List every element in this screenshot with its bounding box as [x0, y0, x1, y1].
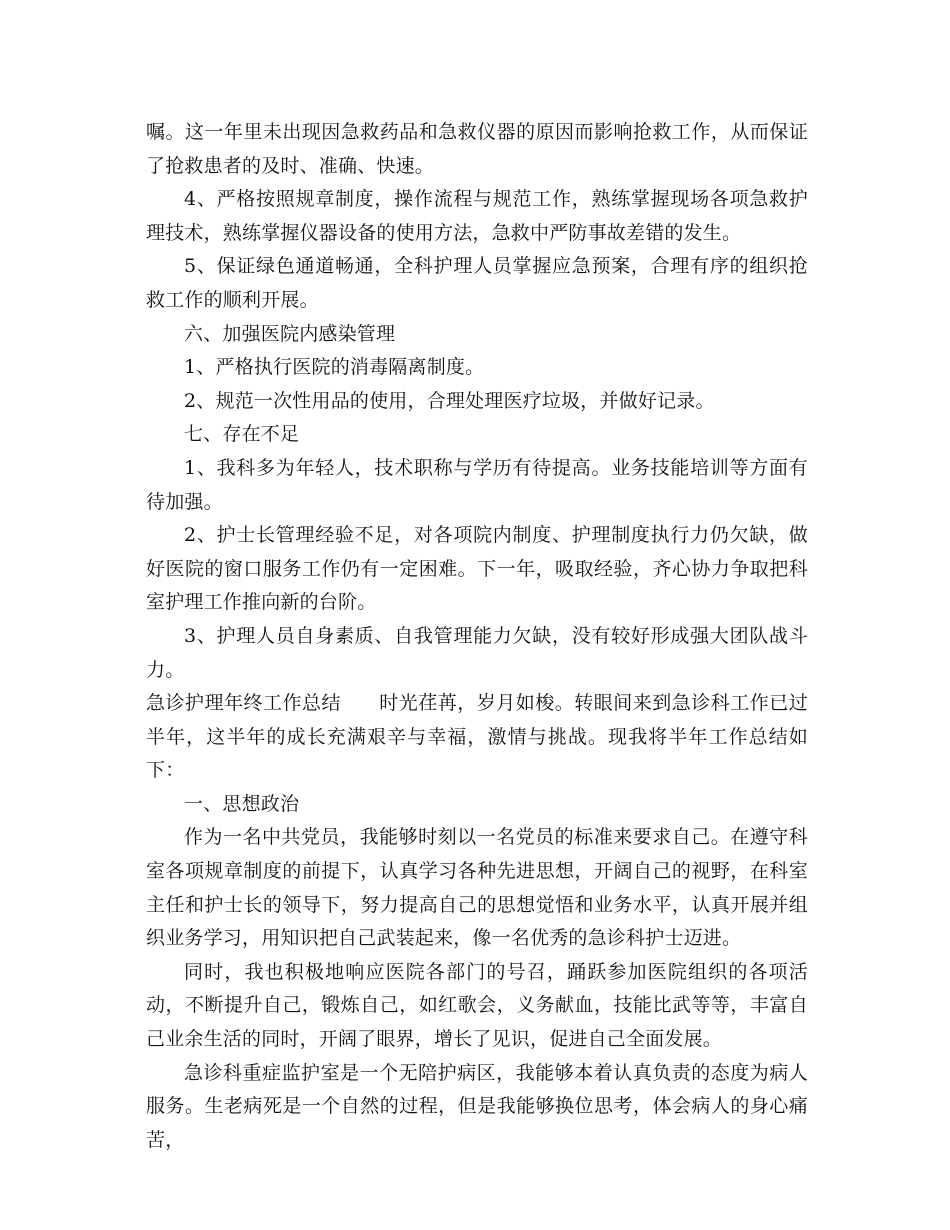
paragraph: 1、严格执行医院的消毒隔离制度。 — [184, 356, 485, 379]
paragraph: 2、规范一次性用品的使用，合理处理医疗垃圾，并做好记录。 — [184, 389, 715, 412]
section-heading: 七、存在不足 — [184, 423, 300, 446]
paragraph: 4、严格按照规章制度，操作流程与规范工作，熟练掌握现场各项急救护理技术，熟练掌握仪器设备的使用方法，急救中严防事故差错的发生。 — [146, 188, 808, 244]
document-page — [146, 116, 808, 1157]
inline-title: 急诊护理年终工作总结 — [146, 692, 341, 715]
paragraph: 1、我科多为年轻人，技术职称与学历有待提高。业务技能培训等方面有待加强。 — [146, 456, 808, 513]
paragraph: 2、护士长管理经验不足，对各项院内制度、护理制度执行力仍欠缺，做好医院的窗口服务工作仍有一定困难。下一年，吸取经验，齐心协力争取把科室护理工作推向新的台阶。 — [146, 524, 808, 614]
paragraph-with-inline-title — [146, 687, 808, 788]
section-heading: 一、思想政治 — [184, 792, 300, 815]
paragraph: 3、护理人员自身素质、自我管理能力欠缺，没有较好形成强大团队战斗力。 — [146, 624, 808, 681]
paragraph: 5、保证绿色通道畅通，全科护理人员掌握应急预案，合理有序的组织抢救工作的顺利开展。 — [146, 255, 808, 311]
paragraph: 嘱。这一年里未出现因急救药品和急救仪器的原因而影响抢救工作，从而保证了抢救患者的及时、准确、快速。 — [146, 121, 808, 177]
paragraph: 同时，我也积极地响应医院各部门的号召，踊跃参加医院组织的各项活动，不断提升自己，锻炼自己，如红歌会，义务献血，技能比武等等，丰富自己业余生活的同时，开阔了眼界，增长了见识，促进自己全面发展。 — [146, 960, 808, 1051]
section-heading: 六、加强医院内感染管理 — [184, 322, 396, 345]
paragraph: 急诊科重症监护室是一个无陪护病区，我能够本着认真负责的态度为病人服务。生老病死是一个自然的过程，但是我能够换位思考，体会病人的身心痛苦， — [146, 1061, 808, 1151]
paragraph: 作为一名中共党员，我能够时刻以一名党员的标准来要求自己。在遵守科室各项规章制度的前提下，认真学习各种先进思想，开阔自己的视野，在科室主任和护士长的领导下，努力提高自己的思想觉悟和业务水平，认真开展并组织业务学习，用知识把自己武装起来，像一名优秀的急诊科护士迈进。 — [146, 826, 808, 950]
paragraph-text: 时光荏苒，岁月如梭。转眼间来到急诊科工作已过半年，这半年的成长充满艰辛与幸福，激情与挑战。现我将半年工作总结如下： — [146, 692, 808, 782]
